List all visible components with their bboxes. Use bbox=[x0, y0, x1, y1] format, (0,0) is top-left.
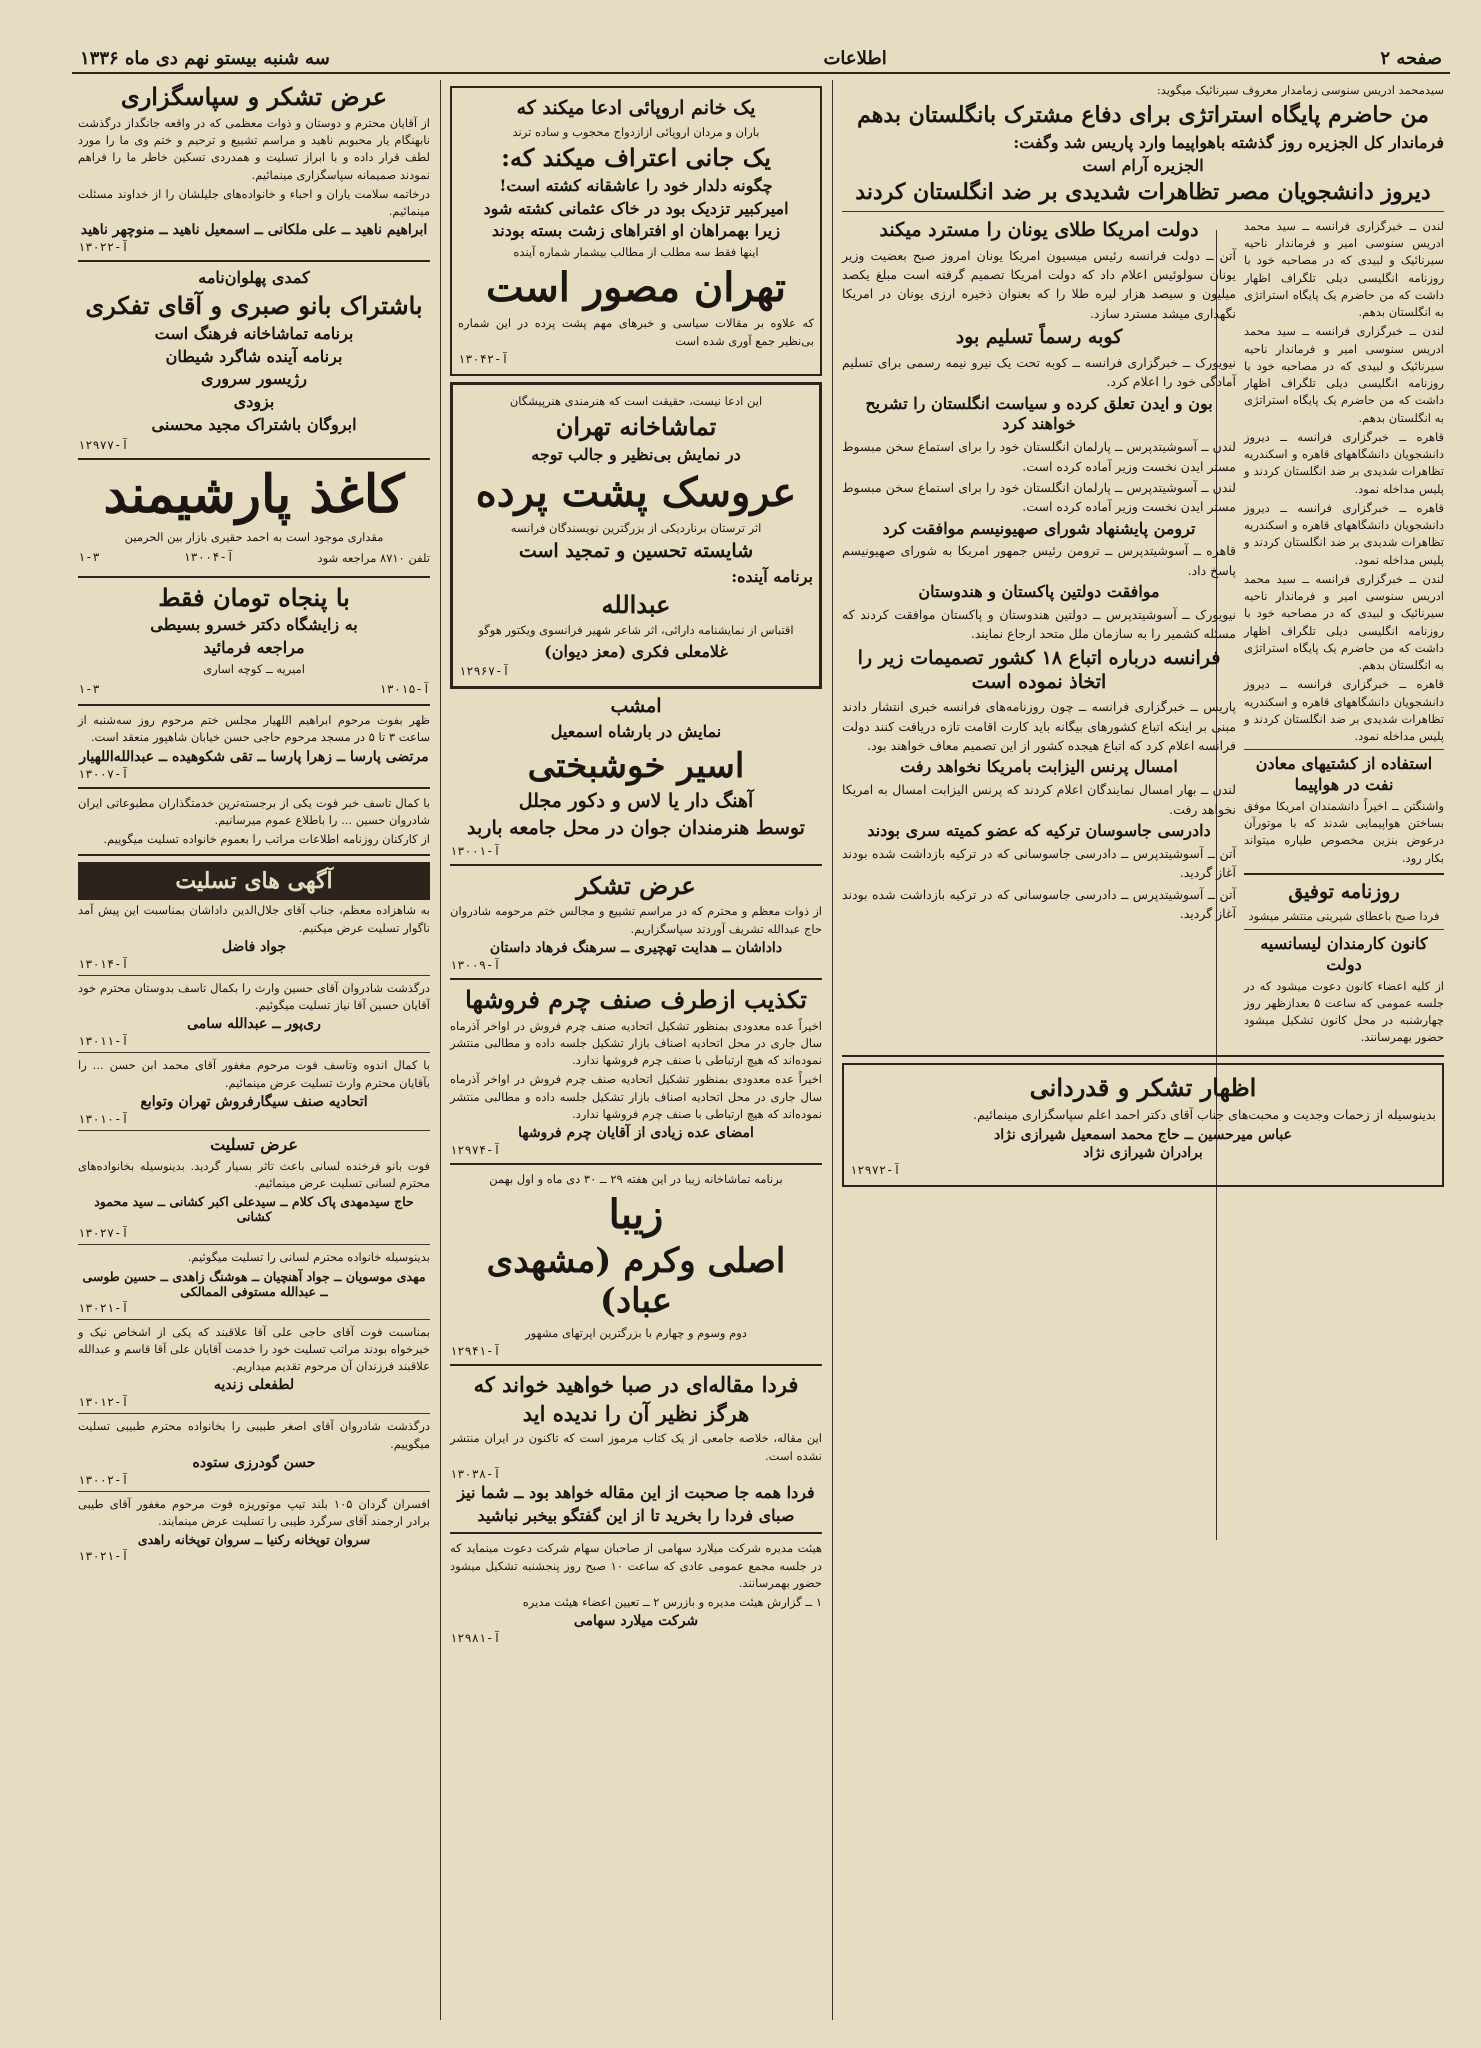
ad-address: امیریه ــ کوچه اساری bbox=[203, 661, 305, 676]
ad-code: آ-۱۳۰۱۴ bbox=[78, 956, 129, 971]
divider bbox=[78, 458, 430, 460]
ad-code: آ-۱۲۹۴۱ bbox=[450, 1343, 501, 1358]
condolence-body: افسران گردان ۱۰۵ بلند تیپ موتوریزه فوت مرحوم مغفور آقای طیبی برادر ارجمند آقای سرگرد طیبی را تسلیت عرض مینمایند. bbox=[78, 1496, 430, 1528]
article-headline: بون و ایدن تعلق کرده و سیاست انگلستان را تشریح خواهند کرد bbox=[865, 393, 1213, 434]
ad-title: عبدالله bbox=[601, 589, 671, 619]
article-body: لندن ــ آسوشیتدپرس ــ پارلمان انگلستان خود را برای استماع سخن مبسوط مستر ایدن نخست وزیر آماده کرده است. bbox=[842, 479, 1236, 515]
ad-lead: این ادعا نیست، حقیقت است که هنرمندی هنرپیشگان bbox=[509, 393, 763, 408]
ad-signature: برادران شیرازی نژاد bbox=[1083, 1144, 1203, 1161]
ad-body: درخاتمه سلامت یاران و احباء و خانواده‌های جلیلشان را از خداوند مسئلت مینمائیم. bbox=[78, 186, 430, 219]
ad-code: آ-۱۳۰۲۱ bbox=[78, 1300, 129, 1315]
ad-body: بزودی bbox=[233, 392, 275, 412]
ad-body: برنامه تماشاخانه فرهنگ است bbox=[154, 323, 354, 343]
ad-subtitle: دوم وسوم و چهارم با بزرگترین اپرتهای مشهور bbox=[525, 1325, 747, 1340]
ad-title: باشتراک بانو صبری و آقای تفکری bbox=[85, 291, 423, 321]
notice-body: از کلیه اعضاء کانون دعوت میشود که در جلسه عمومی که ساعت ۵ بعدازظهر روز چهارشنبه در محل کانون تشکیل میشود حضور بهمرسانند. bbox=[1244, 978, 1444, 1045]
ad-code: آ-۱۲۹۸۱ bbox=[450, 1631, 501, 1646]
ad-code: آ-۱۳۰۰۱ bbox=[450, 843, 501, 858]
notice-body: با کمال تاسف خبر فوت یکی از برجسته‌ترین خدمتگذاران مطبوعاتی ایران شادروان حسین ... را باطلاع عموم میرسانیم. bbox=[78, 795, 430, 827]
ad-code: آ-۱۳۰۱۰ bbox=[78, 1111, 129, 1126]
ad-title: تهران مصور است bbox=[486, 264, 786, 312]
condolence-signature: مهدی موسویان ــ جواد آهنچیان ــ هوشنگ زاهدی ــ حسین طوسی ــ عبدالله مستوفی الممالکی bbox=[82, 1268, 426, 1299]
article-body: قاهره ــ خبرگزاری فرانسه ــ دیروز دانشجویان دانشگاههای قاهره و اسکندریه تظاهرات شدیدی بر ضد انگلستان کردند و پلیس مداخله نمود. bbox=[1244, 429, 1444, 496]
ad-title: زیبا bbox=[608, 1191, 664, 1239]
divider bbox=[1244, 873, 1444, 875]
ad-body: اخیراً عده معدودی بمنظور تشکیل اتحادیه صنف چرم فروش در اواخر آذرماه سال جاری در محل اتحادیه اصناف بازار تشکیل جلسه داده و مطالبی منتشر نموده‌اند که هیچ ارتباطی با صنف چرم فروشها ندارد. bbox=[450, 1072, 822, 1121]
article-body: لندن ــ بهار امسال نمایندگان اعلام کردند که پرنس الیزابت امسال به امریکا نخواهد رفت. bbox=[842, 782, 1236, 817]
divider bbox=[78, 787, 430, 789]
ad-body: ابروگان باشتراک مجید محسنی bbox=[151, 415, 357, 435]
notice-agenda: ۱ ــ گزارش هیئت مدیره و بازرس ۲ ــ تعیین اعضاء هیئت مدیره bbox=[522, 1595, 822, 1610]
ad-subtitle: باران و مردان اروپائی ازازدواج محجوب و ساده ترند bbox=[512, 124, 760, 139]
article-body: آتن ــ دولت فرانسه رئیس میسیون امریکا یونان امروز صبح بعضیت وزیر یونان سولوئیس اعلام داد که دولت امریکا تصمیم گرفته است مبلغ یکصد میلیون و سیصد هزار لیره طلا را که بعنوان ذخیره ارزی یونان در امریکا نگهداری میشد مسترد سازد. bbox=[842, 247, 1236, 321]
ad-code: آ-۱۲۹۷۲ bbox=[850, 1162, 901, 1177]
wide-subcolumn bbox=[842, 216, 1236, 1049]
ad-code: آ-۱۲۹۶۷ bbox=[459, 664, 510, 679]
condolence-body: فوت بانو فرخنده لسانی باعث تاثر بسیار گردید. بدینوسیله بخانواده‌های محترم لسانی تسلیت عرض مینمائیم. bbox=[78, 1158, 430, 1190]
ad-subtitle: مراجعه فرمائید bbox=[203, 638, 305, 658]
notice-signature: مرتضی پارسا ــ زهرا پارسا ــ تقی شکوهیده ــ عبدالله‌اللهیار bbox=[79, 748, 429, 765]
ad-code: آ-۱۳۰۰۴ bbox=[183, 550, 234, 565]
article-kicker: سیدمحمد ادریس سنوسی زمامدار معروف سیرنائیک میگوید: bbox=[1156, 83, 1444, 97]
notice-body: هیئت مدیره شرکت میلارد سهامی از صاحبان سهام شرکت دعوت مینماید که در جلسه مجمع عمومی عادی که ساعت ۱۰ صبح روز پنجشنبه تشکیل میشود حضور بهمرسانند. bbox=[450, 1541, 822, 1590]
ad-body: که علاوه بر مقالات سیاسی و خبرهای مهم پشت پرده در این شماره بی‌نظیر جمع آوری شده است bbox=[458, 316, 814, 348]
ad-title: یک جانی اعتراف میکند که: bbox=[501, 143, 771, 172]
divider bbox=[78, 260, 430, 262]
ad-code: آ-۱۲۹۷۷ bbox=[78, 437, 129, 452]
ad-title: روزنامه توفیق bbox=[1288, 880, 1400, 903]
divider bbox=[1244, 929, 1444, 930]
condolence-signature: اتحادیه صنف سیگارفروش تهران وتوابع bbox=[140, 1093, 368, 1110]
divider bbox=[78, 1413, 430, 1414]
divider bbox=[450, 864, 822, 866]
ad-subtitle: نمایش در بارشاه اسمعیل bbox=[550, 722, 722, 742]
article-headline: دیروز دانشجویان مصر تظاهرات شدیدی بر ضد انگلستان کردند bbox=[855, 179, 1431, 206]
article-body: نیویورک ــ آسوشیتدپرس ــ دولتین هندوستان و پاکستان موافقت کردند که مسئله کشمیر را به سازمان ملل متحد ارجاع نمایند. bbox=[842, 607, 1236, 642]
ad-signature: امضای عده زیادی از آقایان چرم فروشها bbox=[518, 1125, 754, 1142]
ad-code: آ-۱۳۰۰۷ bbox=[78, 766, 129, 781]
ad-body: از ذوات معظم و محترم که در مراسم تشییع و مجالس ختم مرحومه شادروان حاج عبدالله تشریف آوردند سپاسگزاریم. bbox=[450, 904, 822, 936]
ad-subtitle: برنامه آینده: bbox=[731, 566, 813, 586]
article-body: قاهره ــ خبرگزاری فرانسه ــ دیروز دانشجویان دانشگاههای قاهره و اسکندریه تظاهرات شدیدی بر ضد انگلستان کردند و پلیس مداخله نمود. bbox=[1244, 677, 1444, 744]
ad-title: تماشاخانه تهران bbox=[555, 412, 717, 442]
condolence-body: به شاهزاده معظم، جناب آقای جلال‌الدین داداشان بمناسبت این پیش آمد ناگوار تسلیت عرض میکنیم. bbox=[78, 903, 430, 935]
article-headline: امسال پرنس الیزابت بامریکا نخواهد رفت bbox=[900, 757, 1178, 777]
ad-title: اسیر خوشبختی bbox=[527, 745, 745, 786]
notice-title: کانون کارمندان لیسانسیه دولت bbox=[1260, 933, 1428, 974]
news-column bbox=[836, 80, 1450, 2020]
ad-lead: کمدی پهلوان‌نامه bbox=[198, 268, 310, 288]
condolence-body: درگذشت شادروان آقای اصغر طبیبی را بخانواده محترم طبیبی تسلیت میگوییم. bbox=[78, 1419, 430, 1451]
ad-code: آ-۱۳۰۰۹ bbox=[450, 957, 501, 972]
divider bbox=[78, 704, 430, 706]
divider bbox=[1244, 749, 1444, 750]
page-number: صفحه ۲ bbox=[1380, 47, 1442, 69]
ad-footer: صبای فردا را بخرید تا از این گفتگو بیخبر نباشید bbox=[477, 1505, 795, 1525]
ad-title: عرض تشکر bbox=[576, 870, 696, 900]
divider bbox=[78, 1319, 430, 1320]
ad-lead: امشب bbox=[610, 695, 662, 718]
ad-subtitle: چگونه دلدار خود را عاشقانه کشته است! bbox=[499, 175, 773, 195]
newspaper-name: اطلاعات bbox=[823, 47, 887, 69]
article-body: آتن ــ آسوشیتدپرس ــ دادرسی جاسوسانی که در ترکیه بازداشت شده بودند آغاز گردید. bbox=[842, 845, 1236, 881]
ad-body: این مقاله، خلاصه جامعی از یک کتاب مرموز است که تاکنون در ایران منتشر نشده است. bbox=[450, 1431, 822, 1463]
ad-title: با پنجاه تومان فقط bbox=[158, 582, 350, 612]
condolence-body: بدینوسیله خانواده محترم لسانی را تسلیت میگوئیم. bbox=[187, 1250, 430, 1265]
article-body: واشنگتن ــ اخیراً دانشمندان امریکا موفق بساختن هواپیمایی شدند که با موتورآن درعوض بنزین مخصوص طیاره میتواند بکار رود. bbox=[1244, 798, 1444, 865]
article-subheadline: فرماندار کل الجزیره روز گذشته باهواپیما وارد پاریس شد وگفت: bbox=[1013, 132, 1444, 152]
section-title: آگهی های تسلیت bbox=[175, 868, 333, 895]
article-body: نیویورک ــ خبرگزاری فرانسه ــ کوبه تحت یک نیرو نیمه رسمی برای تسلیم آمادگی خود را اعلام کرد. bbox=[842, 354, 1236, 390]
ad-code: ۱-۳ bbox=[78, 682, 100, 697]
divider bbox=[450, 1364, 822, 1366]
condolence-header bbox=[78, 862, 430, 900]
ad-body: آهنگ دار یا لاس و دکور مجلل bbox=[518, 790, 754, 813]
divider bbox=[842, 1055, 1444, 1057]
ad-phone: تلفن ۸۷۱۰ مراجعه شود bbox=[317, 551, 430, 566]
divider bbox=[78, 854, 430, 856]
ad-body: مقداری موجود است به احمد حقیری بازار بین الحرمین bbox=[124, 530, 384, 545]
ad-code: آ-۱۳۰۱۲ bbox=[78, 1395, 129, 1410]
magazine-ad bbox=[450, 86, 822, 376]
ad-subtitle: در نمایش بی‌نظیر و جالب توجه bbox=[531, 444, 741, 464]
ad-subtitle: به زایشگاه دکتر خسرو بسیطی bbox=[150, 615, 358, 635]
ad-code: آ-۱۳۰۲۷ bbox=[78, 1226, 129, 1241]
divider bbox=[78, 1244, 430, 1245]
ad-body: بدینوسیله از زحمات وجدیت و محبت‌های جناب آقای دکتر احمد اعلم سپاسگزاری مینمائیم. bbox=[973, 1107, 1436, 1123]
ad-code: آ-۱۳۰۲۱ bbox=[78, 1549, 129, 1564]
condolence-signature: جواد فاضل bbox=[221, 938, 287, 955]
ad-title: فردا مقاله‌ای در صبا خواهید خواند که bbox=[473, 1371, 799, 1397]
ad-body: فردا صبح باعطای شیرینی منتشر میشود bbox=[1248, 908, 1440, 923]
ad-body: اقتباس از نمایشنامه دارائی، اثر شاعر شهیر فرانسوی ویکتور هوگو bbox=[478, 623, 794, 638]
cinema-header: برنامه تماشاخانه زیبا در این هفته ۲۹ ــ ۳۰ دی ماه و اول بهمن bbox=[489, 1172, 783, 1187]
divider bbox=[450, 1163, 822, 1165]
article-headline: موافقت دولتین پاکستان و هندوستان bbox=[918, 582, 1160, 602]
ad-code: ۱-۳ bbox=[78, 550, 100, 565]
ad-code: آ-۱۳۰۱۱ bbox=[78, 1034, 129, 1049]
divider bbox=[842, 211, 1444, 212]
article-body: آتن ــ آسوشیتدپرس ــ دادرسی جاسوسانی که در ترکیه بازداشت شده بودند آغاز گردید. bbox=[842, 886, 1236, 921]
column-rule bbox=[832, 80, 833, 2020]
ad-body: رژیسور سروری bbox=[201, 369, 307, 389]
condolence-body: با کمال اندوه وتاسف فوت مرحوم مغفور آقای محمد ابن حسن ... را بآقایان محترم وارث تسلیت عرض مینمائیم. bbox=[78, 1058, 430, 1090]
condolence-body: درگذشت شادروان آقای حسین وارث را بکمال تاسف بدوستان محترم خود آقایان حسین آقا نیاز تسلیت میگوئیم. bbox=[78, 980, 430, 1013]
article-headline: استفاده از کشتیهای معادن نفت در هواپیما bbox=[1255, 754, 1433, 795]
divider bbox=[78, 1130, 430, 1131]
article-headline: دادرسی جاسوسان ترکیه که عضو کمیته سری بودند bbox=[867, 820, 1211, 840]
article-body: لندن ــ خبرگزاری فرانسه ــ سید محمد ادریس سنوسی امیر و فرماندار ناحیه سیرنائیک و لبیدی که در مصاحبه خود با روزنامه انگلیسی دیلی تلگراف اظهار داشت که من حاضرم یک پایگاه استراتژی به انگلستان بدهم. bbox=[1244, 218, 1444, 320]
ad-title: تکذیب ازطرف صنف چرم فروشها bbox=[465, 984, 807, 1014]
ad-title: اظهار تشکر و قدردانی bbox=[1029, 1072, 1257, 1102]
article-headline: فرانسه درباره اتباع ۱۸ کشور تصمیمات زیر را اتخاذ نموده است bbox=[857, 646, 1221, 693]
ad-title: اصلی وکرم (مشهدی عباد) bbox=[486, 1241, 786, 1321]
divider bbox=[450, 978, 822, 980]
notice-signature: شرکت میلارد سهامی bbox=[573, 1613, 699, 1630]
issue-date: سه شنبه بیستو نهم دی ماه ۱۳۳۶ bbox=[80, 47, 330, 69]
article-body: قاهره ــ آسوشیتدپرس ــ ترومن رئیس جمهور امریکا به شورای صهیونیسم پاسخ داد. bbox=[842, 543, 1236, 578]
ad-code: آ-۱۳۰۰۲ bbox=[78, 1472, 129, 1487]
article-headline: کوبه رسماً تسلیم بود bbox=[955, 326, 1123, 349]
ad-footer: فردا همه جا صحبت از این مقاله خواهد بود ــ شما نیز bbox=[457, 1482, 815, 1502]
ad-code: آ-۱۳۰۴۲ bbox=[458, 351, 509, 366]
condolence-signature: لطفعلی زندیه bbox=[213, 1377, 295, 1394]
article-subheadline: الجزیره آرام است bbox=[1082, 155, 1204, 175]
article-headline: من حاضرم پایگاه استراتژی برای دفاع مشترک بانگلستان بدهم bbox=[857, 102, 1429, 129]
ad-title: عروسک پشت پرده bbox=[475, 468, 797, 516]
ad-subtitle: شایسته تحسین و تمجید است bbox=[518, 540, 754, 563]
condolence-body: بمناسبت فوت آقای حاجی علی آقا علاقبند که یکی از اشخاص نیک و خیرخواه بودند مراتب تسلیت خود را خدمت آقایان علی آقا قاسم و عبدالله علاقبند فرزندان آن مرحوم تقدیم میداریم. bbox=[78, 1324, 430, 1373]
ad-subtitle: زیرا بهمراهان او افتراهای زشت بسته بودند bbox=[491, 221, 781, 241]
page-header bbox=[72, 44, 1450, 74]
divider bbox=[450, 1532, 822, 1534]
ad-credits: غلامعلی فکری (معز دیوان) bbox=[544, 641, 728, 661]
ad-signature: عباس میرحسین ــ حاج محمد اسمعیل شیرازی نژاد bbox=[994, 1126, 1292, 1143]
ad-signature: داداشان ــ هدایت تهچیری ــ سرهنگ فرهاد داستان bbox=[489, 939, 783, 956]
narrow-subcolumn bbox=[1244, 216, 1444, 1049]
ad-title: کاغذ پارشیمند bbox=[103, 463, 405, 525]
ad-body: اثر ترستان برناردیکی از بزرگترین نویسندگان فرانسه bbox=[510, 520, 762, 535]
article-headline: دولت امریکا طلای یونان را مسترد میکند bbox=[879, 218, 1199, 241]
article-body: قاهره ــ خبرگزاری فرانسه ــ دیروز دانشجویان دانشگاههای قاهره و اسکندریه تظاهرات شدیدی بر ضد انگلستان کردند و پلیس مداخله نمود. bbox=[1244, 500, 1444, 567]
ad-body: توسط هنرمندان جوان در محل جامعه باربد bbox=[467, 816, 805, 839]
ad-title: هرگز نظیر آن را ندیده اید bbox=[522, 1401, 750, 1427]
condolence-signature: ری‌پور ــ عبدالله سامی bbox=[187, 1016, 321, 1033]
thanks-ad bbox=[842, 1063, 1444, 1187]
ad-code: آ-۱۳۰۳۸ bbox=[450, 1466, 501, 1481]
column-rule bbox=[440, 80, 441, 2020]
article-body: لندن ــ خبرگزاری فرانسه ــ سید محمد ادریس سنوسی امیر و فرماندار ناحیه سیرنائیک و لبیدی که در مصاحبه خود با روزنامه انگلیسی دیلی تلگراف اظهار داشت که من حاضرم یک پایگاه استراتژی به انگلستان بدهم. bbox=[1244, 571, 1444, 673]
ad-note: اینها فقط سه مطلب از مطالب بیشمار شماره آینده bbox=[513, 245, 759, 260]
ads-column-left bbox=[72, 80, 436, 2020]
ad-subtitle: امیرکبیر تزدیک بود در خاک عثمانی کشته شود bbox=[483, 198, 789, 218]
condolence-signature: حاج سیدمهدی پاک کلام ــ سیدعلی اکبر کشانی ــ سید محمود کشانی bbox=[94, 1194, 414, 1225]
theatre-ad bbox=[450, 382, 822, 689]
condolence-title: عرض تسلیت bbox=[210, 1134, 298, 1154]
ad-code: آ-۱۳۰۲۲ bbox=[78, 240, 129, 255]
notice-body: ظهر بفوت مرحوم ابراهیم اللهیار مجلس ختم مرحوم روز سه‌شنبه از ساعت ۳ تا ۵ در مسجد مرحوم حاجی حسن خیابان شاهپور منعقد است. bbox=[78, 713, 430, 745]
divider bbox=[78, 1052, 430, 1053]
divider bbox=[78, 1491, 430, 1492]
ads-column-middle bbox=[444, 80, 828, 2020]
divider bbox=[78, 975, 430, 976]
ad-title: یک خانم اروپائی ادعا میکند که bbox=[516, 97, 756, 119]
divider bbox=[78, 576, 430, 578]
notice-body: از کارکنان روزنامه اطلاعات مراتب را بعموم خانواده تسلیت میگوییم. bbox=[103, 832, 430, 847]
ad-code: آ-۱۳۰۱۵ bbox=[379, 682, 430, 697]
ad-signature: ابراهیم ناهید ــ علی ملکانی ــ اسمعیل ناهید ــ منوچهر ناهید bbox=[80, 222, 428, 239]
ad-title: عرض تشکر و سپاسگزاری bbox=[120, 82, 388, 111]
article-body: پاریس ــ خبرگزاری فرانسه ــ چون روزنامه‌های فرانسه خبری انتشار دادند مبنی بر اینکه اتباع کشورهای بیگانه باید کارت اقامت تازه دریافت کنند دولت فرانسه اعلام کرد که اتباع هیجده کشور از این تصمیم معاف خواهند بود. bbox=[842, 699, 1236, 754]
condolence-signature: سروان توپخانه رکنیا ــ سروان توپخانه راهدی bbox=[137, 1532, 371, 1548]
ad-body: از آقایان محترم و دوستان و ذوات معظمی که در واقعه جانگداز درگذشت نابهنگام یار محبوبم ناهید و مراسم تشییع و ترحیم و ختم وی ما را مورد لطف قرار داده و با ابراز تسلیت و همدردی تسکین خاطر ما را فراهم نمودند صمیمانه سپاسگزاری مینمائیم. bbox=[78, 115, 430, 182]
condolence-signature: حسن گودرزی ستوده bbox=[192, 1454, 316, 1471]
ad-body: برنامه آینده شاگرد شیطان bbox=[165, 346, 343, 366]
article-body: لندن ــ آسوشیتدپرس ــ پارلمان انگلستان خود را برای استماع سخن مبسوط مستر ایدن نخست وزیر آماده کرده است. bbox=[842, 439, 1236, 474]
ad-code: آ-۱۲۹۷۴ bbox=[450, 1143, 501, 1158]
ad-body: اخیراً عده معدودی بمنظور تشکیل اتحادیه صنف چرم فروش در اواخر آذرماه سال جاری در محل اتحادیه اصناف بازار تشکیل جلسه داده و مطالبی منتشر نموده‌اند که هیچ ارتباطی با صنف چرم فروشها ندارد. bbox=[450, 1018, 822, 1068]
article-headline: ترومن پایشنهاد شورای صهیونیسم موافقت کرد bbox=[882, 518, 1196, 538]
article-body: لندن ــ خبرگزاری فرانسه ــ سید محمد ادریس سنوسی امیر و فرماندار ناحیه سیرنائیک و لبیدی که در مصاحبه خود با روزنامه انگلیسی دیلی تلگراف اظهار داشت که من حاضرم یک پایگاه استراتژی به انگلستان بدهم. bbox=[1244, 324, 1444, 425]
